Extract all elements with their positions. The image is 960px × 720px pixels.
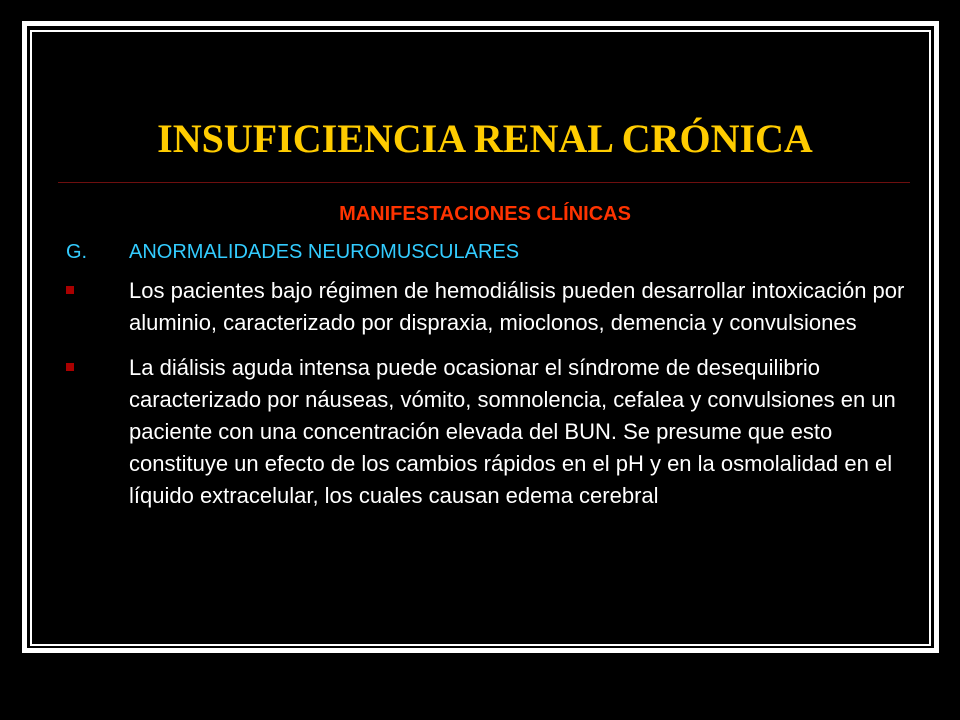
square-bullet-icon — [66, 363, 74, 371]
bullet-list — [60, 275, 910, 525]
slide-subtitle: MANIFESTACIONES CLÍNICAS — [339, 203, 631, 225]
bullet-text: La diálisis aguda intensa puede ocasionar el síndrome de desequilibrio caracterizado por náuseas, vómito, somnolencia, cefalea y convulsiones en un paciente con una concentración elevada del BUN. Se presume que esto constituye un efecto de los cambios rápidos en el pH y en la osmolalidad en el líquido extracelular, los cuales causan edema cerebral — [129, 355, 896, 508]
bullet-item — [60, 275, 910, 339]
bullet-item — [60, 352, 910, 512]
bullet-text: Los pacientes bajo régimen de hemodiálisis pueden desarrollar intoxicación por aluminio, caracterizado por dispraxia, mioclonos, demencia y convulsiones — [129, 278, 905, 335]
title-divider — [58, 182, 910, 183]
square-bullet-icon — [66, 286, 74, 294]
slide-title: INSUFICIENCIA RENAL CRÓNICA — [157, 116, 813, 161]
section-title: ANORMALIDADES NEUROMUSCULARES — [129, 241, 520, 263]
section-letter: G. — [66, 241, 88, 263]
